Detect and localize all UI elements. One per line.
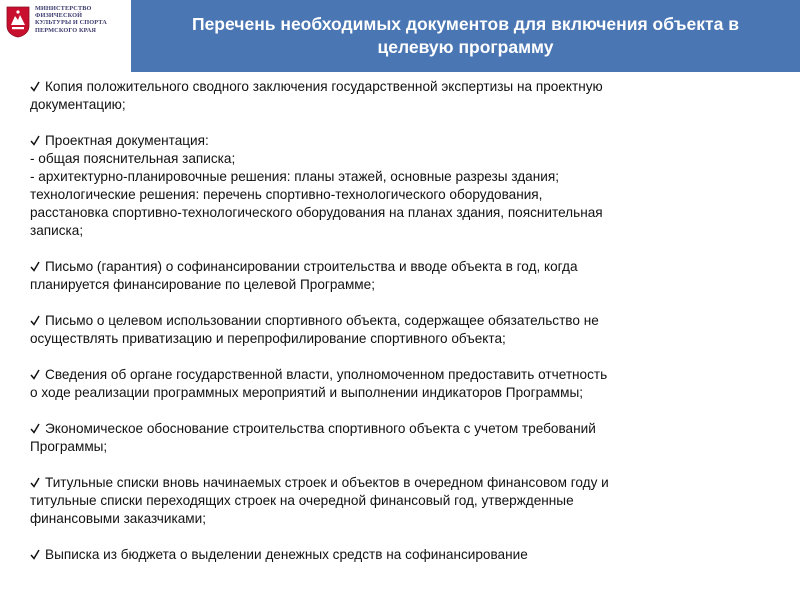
document-item-text: документацию;: [30, 97, 126, 112]
slide-title-line: Перечень необходимых документов для включения объекта в: [192, 14, 739, 34]
document-item-text: Выписка из бюджета о выделении денежных средств на софинансирование: [45, 547, 528, 562]
document-item-text: Программы;: [30, 439, 108, 454]
document-item-text: Титульные списки вновь начинаемых строек и объектов в очередном финансовом году и: [45, 475, 609, 490]
document-item: [30, 420, 770, 456]
slide-title-line: целевую программу: [377, 37, 554, 57]
document-item: [30, 546, 770, 564]
document-item-text: титульные списки переходящих строек на очередной финансовый год, утвержденные: [30, 493, 574, 508]
document-item-text: - общая пояснительная записка;: [30, 151, 236, 166]
ministry-logo: [0, 0, 131, 72]
document-item-text: о ходе реализации программных мероприятий и выполнении индикаторов Программы;: [30, 385, 584, 400]
document-item-text: планируется финансирование по целевой Программе;: [30, 277, 375, 292]
document-item-text: Копия положительного сводного заключения государственной экспертизы на проектную: [45, 79, 603, 94]
ministry-name-line: КУЛЬТУРЫ И СПОРТА: [35, 19, 107, 27]
document-item-text: Сведения об органе государственной власти, уполномоченном предоставить отчетность: [45, 367, 608, 382]
checkmark-icon: [30, 366, 40, 384]
document-item-text: записка;: [30, 223, 84, 238]
checkmark-icon: [30, 474, 40, 492]
document-item: [30, 132, 770, 240]
document-item: [30, 474, 770, 528]
document-item: [30, 258, 770, 294]
document-item-text: расстановка спортивно-технологического оборудования на планах здания, пояснительная: [30, 205, 603, 220]
document-item: [30, 312, 770, 348]
ministry-name-line: ФИЗИЧЕСКОЙ: [35, 12, 83, 20]
checkmark-icon: [30, 132, 40, 150]
document-item: [30, 366, 770, 402]
slide-header: [131, 0, 800, 72]
document-item-text: Проектная документация:: [45, 133, 209, 148]
ministry-name-line: ПЕРМСКОГО КРАЯ: [35, 26, 97, 34]
document-item-text: - архитектурно-планировочные решения: планы этажей, основные разрезы здания;: [30, 169, 559, 184]
document-item-text: осуществлять приватизацию и перепрофилирование спортивного объекта;: [30, 331, 506, 346]
slide-title: [192, 13, 739, 59]
ministry-name-line: МИНИСТЕРСТВО: [35, 5, 92, 12]
document-item-text: финансовыми заказчиками;: [30, 511, 206, 526]
document-item-text: Письмо о целевом использовании спортивного объекта, содержащее обязательство не: [45, 313, 599, 328]
checkmark-icon: [30, 420, 40, 438]
checkmark-icon: [30, 258, 40, 276]
checkmark-icon: [30, 312, 40, 330]
document-item-text: Письмо (гарантия) о софинансировании строительства и вводе объекта в год, когда: [45, 259, 578, 274]
checkmark-icon: [30, 78, 40, 96]
document-item-text: технологические решения: перечень спортивно-технологического оборудования,: [30, 187, 543, 202]
document-item-text: Экономическое обоснование строительства спортивного объекта с учетом требований: [45, 421, 596, 436]
document-item: [30, 78, 770, 114]
document-list: [30, 78, 770, 564]
ministry-name: [35, 5, 131, 34]
checkmark-icon: [30, 546, 40, 564]
perm-krai-emblem-icon: [6, 6, 30, 38]
